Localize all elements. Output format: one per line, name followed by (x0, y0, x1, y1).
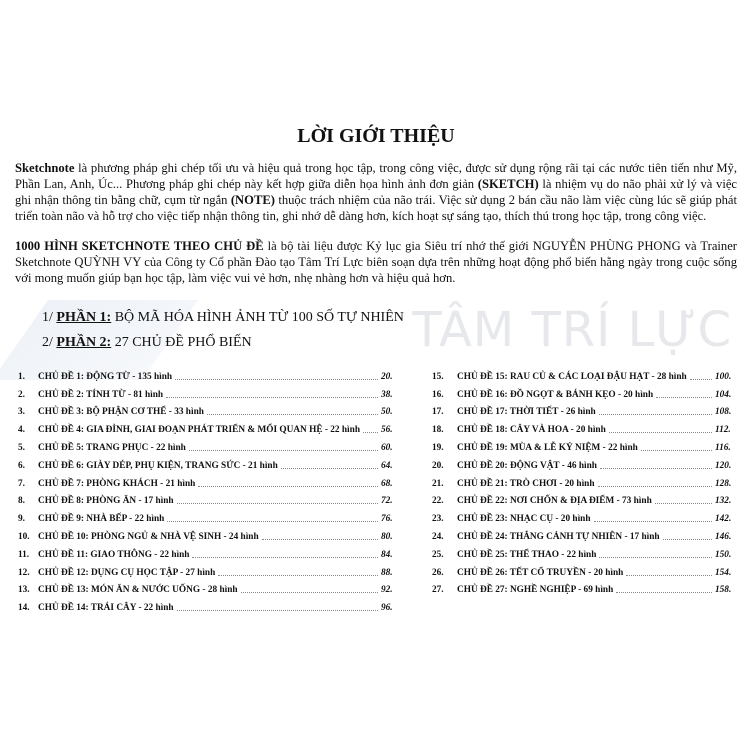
toc-leader-dots (598, 486, 713, 487)
toc-page: 104. (715, 389, 732, 400)
toc-leader-dots (599, 557, 712, 558)
section-part-2: 2/ PHẦN 2: 27 CHỦ ĐỀ PHỔ BIẾN (42, 335, 252, 350)
toc-entry (432, 546, 737, 564)
toc-entry (432, 439, 737, 457)
toc-page: 112. (715, 425, 731, 436)
toc-number: 22. (432, 496, 444, 507)
toc-label: CHỦ ĐỀ 21: TRÒ CHƠI - 20 hình (457, 478, 595, 489)
toc-number: 17. (432, 407, 444, 418)
toc-entry (432, 421, 737, 439)
toc-leader-dots (262, 539, 378, 540)
toc-number: 12. (18, 567, 30, 578)
toc-leader-dots (281, 468, 378, 469)
toc-label: CHỦ ĐỀ 26: TẾT CỔ TRUYỀN - 20 hình (457, 567, 624, 578)
toc-entry (432, 493, 737, 511)
toc-number: 9. (18, 514, 25, 525)
toc-leader-dots (166, 397, 378, 398)
toc-page: 38. (381, 389, 393, 400)
toc-label: CHỦ ĐỀ 22: NƠI CHỐN & ĐỊA ĐIỂM - 73 hình (457, 496, 652, 507)
toc-entry (432, 475, 737, 493)
toc-entry (18, 404, 403, 422)
toc-leader-dots (609, 432, 712, 433)
toc-number: 15. (432, 371, 444, 382)
toc-number: 24. (432, 531, 444, 542)
toc-label: CHỦ ĐỀ 11: GIAO THÔNG - 22 hình (38, 549, 190, 560)
toc-page: 72. (381, 496, 393, 507)
toc-entry (18, 582, 403, 600)
toc-label: CHỦ ĐỀ 1: ĐỘNG TỪ - 135 hình (38, 371, 173, 382)
toc-label: CHỦ ĐỀ 19: MÙA & LỄ KỶ NIỆM - 22 hình (457, 442, 638, 453)
toc-number: 19. (432, 442, 444, 453)
toc-entry (18, 599, 403, 617)
toc-leader-dots (192, 557, 378, 558)
toc-leader-dots (177, 503, 378, 504)
toc-page: 56. (381, 425, 393, 436)
toc-leader-dots (241, 592, 378, 593)
toc-number: 6. (18, 460, 25, 471)
toc-leader-dots (177, 610, 378, 611)
toc-label: CHỦ ĐỀ 25: THỂ THAO - 22 hình (457, 549, 597, 560)
toc-page: 132. (715, 496, 732, 507)
toc-label: CHỦ ĐỀ 13: MÓN ĂN & NƯỚC UỐNG - 28 hình (38, 585, 238, 596)
toc-number: 14. (18, 603, 30, 614)
toc-leader-dots (626, 575, 712, 576)
toc-leader-dots (599, 414, 712, 415)
toc-leader-dots (189, 450, 378, 451)
toc-leader-dots (207, 414, 378, 415)
toc-leader-dots (363, 432, 378, 433)
toc-label: CHỦ ĐỀ 27: NGHỀ NGHIỆP - 69 hình (457, 585, 614, 596)
toc-label: CHỦ ĐỀ 12: DỤNG CỤ HỌC TẬP - 27 hình (38, 567, 216, 578)
intro-paragraph-1: Sketchnote là phương pháp ghi chép tối ưu và hiệu quả trong học tập, trong công việc, được sử dụng rộng rãi tại các nước tiên tiến như Mỹ, Phần Lan, Anh, Úc... Phương pháp ghi chép này kết hợp giữa diễn họa hình ảnh đơn giản (SKETCH) là nhiệm vụ do não phải xử lý và việc ghi nhận thông tin bằng chữ, cụm từ ngắn (NOTE) thuộc trách nhiệm của não trái. Việc sử dụng 2 bán cầu não làm việc cùng lúc sẽ giúp phát triển toàn não và hỗ trợ cho việc tiếp nhận thông tin, ghi nhớ dễ dàng hơn, kích hoạt sự sáng tạo, thích thú trong học tập, trong công việc. (15, 161, 737, 223)
toc-page: 88. (381, 567, 393, 578)
toc-number: 3. (18, 407, 25, 418)
toc-label: CHỦ ĐỀ 9: NHÀ BẾP - 22 hình (38, 514, 165, 525)
watermark-text: TÂM TRÍ LỰC (412, 302, 732, 358)
toc-leader-dots (616, 592, 712, 593)
toc-page: 92. (381, 585, 393, 596)
toc-page: 116. (715, 442, 731, 453)
toc-number: 25. (432, 549, 444, 560)
toc-leader-dots (594, 521, 712, 522)
toc-entry (18, 493, 403, 511)
toc-entry (432, 564, 737, 582)
toc-entry (18, 386, 403, 404)
toc-page: 60. (381, 442, 393, 453)
toc-label: CHỦ ĐỀ 20: ĐỘNG VẬT - 46 hình (457, 460, 597, 471)
toc-label: CHỦ ĐỀ 14: TRÁI CÂY - 22 hình (38, 603, 174, 614)
toc-number: 27. (432, 585, 444, 596)
toc-page: 96. (381, 603, 393, 614)
toc-label: CHỦ ĐỀ 5: TRANG PHỤC - 22 hình (38, 442, 186, 453)
toc-label: CHỦ ĐỀ 7: PHÒNG KHÁCH - 21 hình (38, 478, 196, 489)
toc-page: 68. (381, 478, 393, 489)
toc-entry (18, 546, 403, 564)
toc-left-column (15, 368, 403, 617)
toc-entry (18, 439, 403, 457)
toc-label: CHỦ ĐỀ 24: THẮNG CẢNH TỰ NHIÊN - 17 hình (457, 531, 660, 542)
toc-number: 11. (18, 549, 30, 560)
sections-block (15, 300, 737, 360)
toc-entry (18, 528, 403, 546)
toc-entry (18, 475, 403, 493)
toc-number: 23. (432, 514, 444, 525)
toc-label: CHỦ ĐỀ 15: RAU CỦ & CÁC LOẠI ĐẬU HẠT - 28 hình (457, 371, 687, 382)
toc-page: 108. (715, 407, 732, 418)
toc-page: 84. (381, 549, 393, 560)
toc-page: 50. (381, 407, 393, 418)
toc-leader-dots (167, 521, 378, 522)
toc-page: 100. (715, 371, 732, 382)
toc-page: 128. (715, 478, 732, 489)
toc-number: 7. (18, 478, 25, 489)
toc-number: 1. (18, 371, 25, 382)
toc-entry (18, 457, 403, 475)
toc-leader-dots (663, 539, 712, 540)
toc-label: CHỦ ĐỀ 18: CÂY VÀ HOA - 20 hình (457, 425, 606, 436)
toc-entry (18, 510, 403, 528)
toc-entry (432, 368, 737, 386)
toc-entry (18, 368, 403, 386)
toc-page: 154. (715, 567, 732, 578)
toc-entry (432, 386, 737, 404)
toc-number: 26. (432, 567, 444, 578)
toc-label: CHỦ ĐỀ 2: TÍNH TỪ - 81 hình (38, 389, 164, 400)
toc-entry (432, 404, 737, 422)
toc-entry (432, 528, 737, 546)
toc-page: 146. (715, 531, 732, 542)
toc-page: 120. (715, 460, 732, 471)
toc-page: 150. (715, 549, 732, 560)
toc-entry (432, 582, 737, 600)
toc-page: 80. (381, 531, 393, 542)
toc-entry (18, 421, 403, 439)
toc-number: 20. (432, 460, 444, 471)
toc-leader-dots (690, 379, 712, 380)
toc-entry (432, 510, 737, 528)
toc-leader-dots (175, 379, 378, 380)
toc-number: 5. (18, 442, 25, 453)
toc-leader-dots (656, 397, 712, 398)
toc-label: CHỦ ĐỀ 6: GIÀY DÉP, PHỤ KIỆN, TRANG SỨC - 21 hình (38, 460, 278, 471)
toc-number: 16. (432, 389, 444, 400)
toc-entry (18, 564, 403, 582)
toc-page: 64. (381, 460, 393, 471)
toc-leader-dots (641, 450, 712, 451)
section-part-1: 1/ PHẦN 1: BỘ MÃ HÓA HÌNH ẢNH TỪ 100 SỐ TỰ NHIÊN (42, 310, 404, 325)
toc-label: CHỦ ĐỀ 17: THỜI TIẾT - 26 hình (457, 407, 596, 418)
toc-label: CHỦ ĐỀ 3: BỘ PHẬN CƠ THỂ - 33 hình (38, 407, 204, 418)
toc-number: 4. (18, 425, 25, 436)
toc-page: 20. (381, 371, 393, 382)
toc-leader-dots (600, 468, 712, 469)
toc-page: 76. (381, 514, 393, 525)
toc-label: CHỦ ĐỀ 8: PHÒNG ĂN - 17 hình (38, 496, 174, 507)
table-of-contents (15, 368, 737, 617)
toc-number: 13. (18, 585, 30, 596)
page-title: LỜI GIỚI THIỆU (297, 125, 455, 147)
toc-leader-dots (218, 575, 378, 576)
toc-number: 21. (432, 478, 444, 489)
toc-label: CHỦ ĐỀ 4: GIA ĐÌNH, GIAI ĐOẠN PHÁT TRIỂN & MỐI QUAN HỆ - 22 hình (38, 425, 360, 436)
toc-leader-dots (655, 503, 712, 504)
toc-number: 18. (432, 425, 444, 436)
toc-leader-dots (198, 486, 378, 487)
toc-label: CHỦ ĐỀ 23: NHẠC CỤ - 20 hình (457, 514, 591, 525)
toc-label: CHỦ ĐỀ 16: ĐỒ NGỌT & BÁNH KẸO - 20 hình (457, 389, 654, 400)
toc-number: 10. (18, 531, 30, 542)
intro-paragraph-2: 1000 HÌNH SKETCHNOTE THEO CHỦ ĐỀ là bộ tài liệu được Kỷ lục gia Siêu trí nhớ thế giới NGUYỄN PHÙNG PHONG và Trainer Sketchnote QUỲNH VY của Công ty Cổ phần Đào tạo Tâm Trí Lực biên soạn dựa trên những hoạt động phổ biến hằng ngày trong cuộc sống với mong muốn giúp bạn học tập, làm việc vui vẻ hơn, nhẹ nhàng hơn và hiệu quả hơn. (15, 239, 737, 285)
toc-page: 158. (715, 585, 732, 596)
toc-label: CHỦ ĐỀ 10: PHÒNG NGỦ & NHÀ VỆ SINH - 24 hình (38, 531, 259, 542)
toc-number: 2. (18, 389, 25, 400)
toc-entry (432, 457, 737, 475)
toc-number: 8. (18, 496, 25, 507)
toc-right-column (432, 368, 737, 617)
toc-page: 142. (715, 514, 732, 525)
